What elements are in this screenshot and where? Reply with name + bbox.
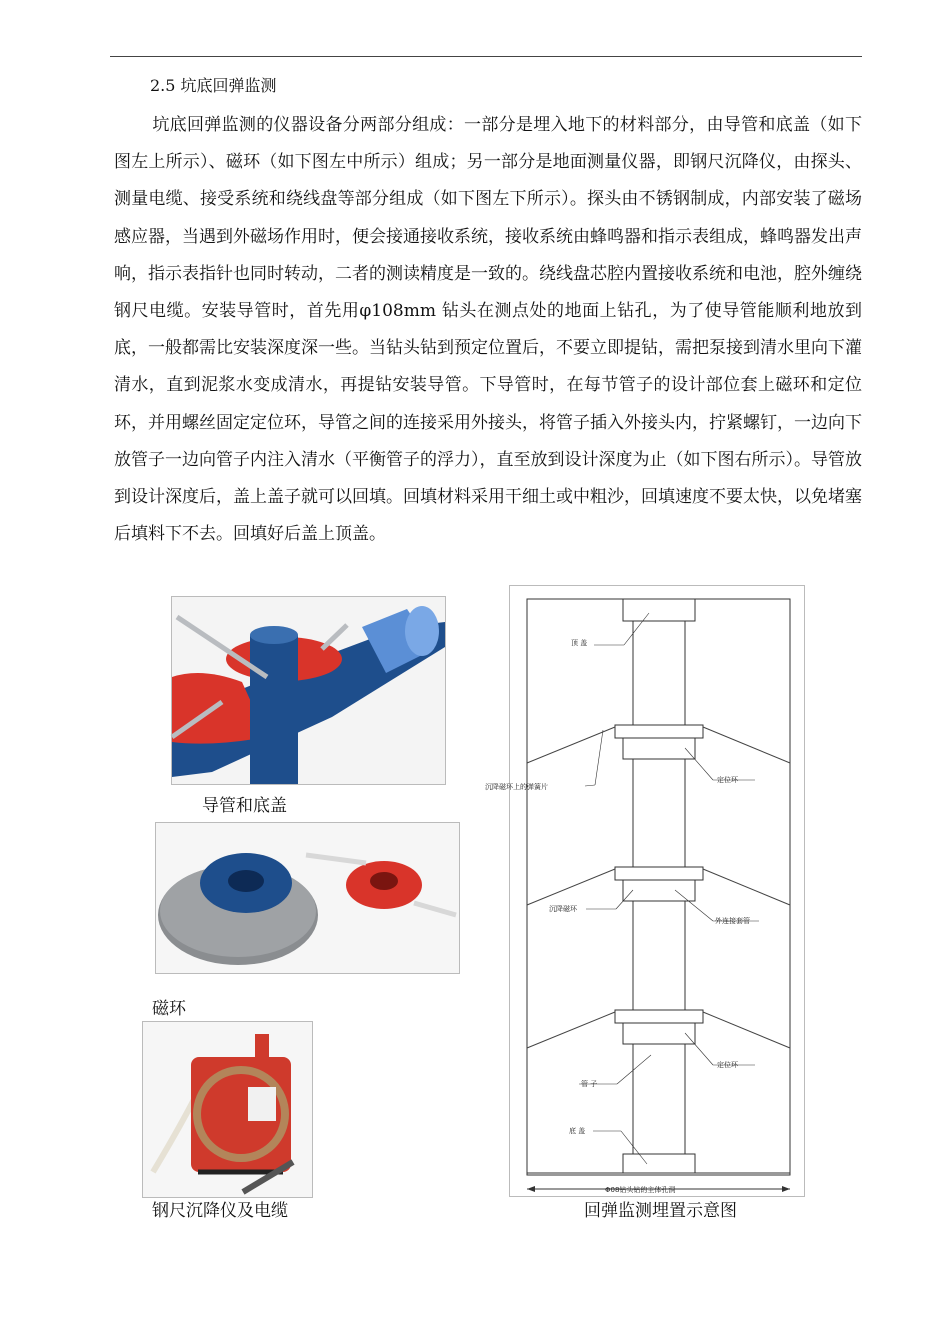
burial-schematic xyxy=(485,585,805,1197)
photo3-caption: 钢尺沉降仪及电缆 xyxy=(152,1201,288,1221)
label-locating-ring-1: 定位环 xyxy=(717,776,738,784)
label-locating-ring-2: 定位环 xyxy=(717,1061,738,1069)
label-borehole: Φ08钻头钻的主体孔洞 xyxy=(605,1186,676,1194)
label-bottom-cap: 底 盖 xyxy=(569,1127,586,1135)
label-settlement-ring: 沉降磁环 xyxy=(549,905,577,913)
label-outer-sleeve: 外连接套管 xyxy=(715,917,750,925)
header-rule xyxy=(110,56,862,57)
photo-pipe-and-cap xyxy=(171,596,446,785)
photo-settlement-gauge xyxy=(142,1021,313,1198)
body-text: 坑底回弹监测的仪器设备分两部分组成：一部分是埋入地下的材料部分，由导管和底盖（如下图左上所示）、磁环（如下图左中所示）组成；另一部分是地面测量仪器，即钢尺沉降仪，由探头、测量电缆、接受系统和绕线盘等部分组成（如下图左下所示）。探头由不锈钢制成，内部安装了磁场感应器，当遇到外磁场作用时，便会接通接收系统，接收系统由蜂鸣器和指示表组成，蜂鸣器发出声响，指示表指针也同时转动，二者的测读精度是一致的。绕线盘芯腔内置接收系统和电池，腔外缠绕钢尺电缆。安装导管时，首先用φ108mm 钻头在测点处的地面上钻孔，为了使导管能顺利地放到底，一般都需比安装深度深一些。当钻头钻到预定位置后，不要立即提钻，需把泵接到清水里向下灌清水，直到泥浆水变成清水，再提钻安装导管。下导管时，在每节管子的设计部位套上磁环和定位环，并用螺丝固定定位环，导管之间的连接采用外接头，将管子插入外接头内，拧紧螺钉，一边向下放管子一边向管子内注入清水（平衡管子的浮力），直至放到设计深度为止（如下图右所示）。导管放到设计深度后，盖上盖子就可以回填。回填材料采用干细土或中粗沙，回填速度不要太快，以免堵塞后填料下不去。回填好后盖上顶盖。 xyxy=(114,115,862,545)
label-top-cap: 顶 盖 xyxy=(571,639,588,647)
body-paragraph xyxy=(114,107,862,553)
photo-magnetic-ring xyxy=(155,822,460,974)
diagram-caption: 回弹监测埋置示意图 xyxy=(584,1201,737,1221)
label-pipe: 管 子 xyxy=(581,1080,598,1088)
section-heading: 2.5 坑底回弹监测 xyxy=(150,76,277,95)
photo1-caption: 导管和底盖 xyxy=(202,796,287,816)
label-spring-piece: 沉降磁环上的弹簧片 xyxy=(485,783,548,791)
photo2-caption: 磁环 xyxy=(152,999,186,1019)
